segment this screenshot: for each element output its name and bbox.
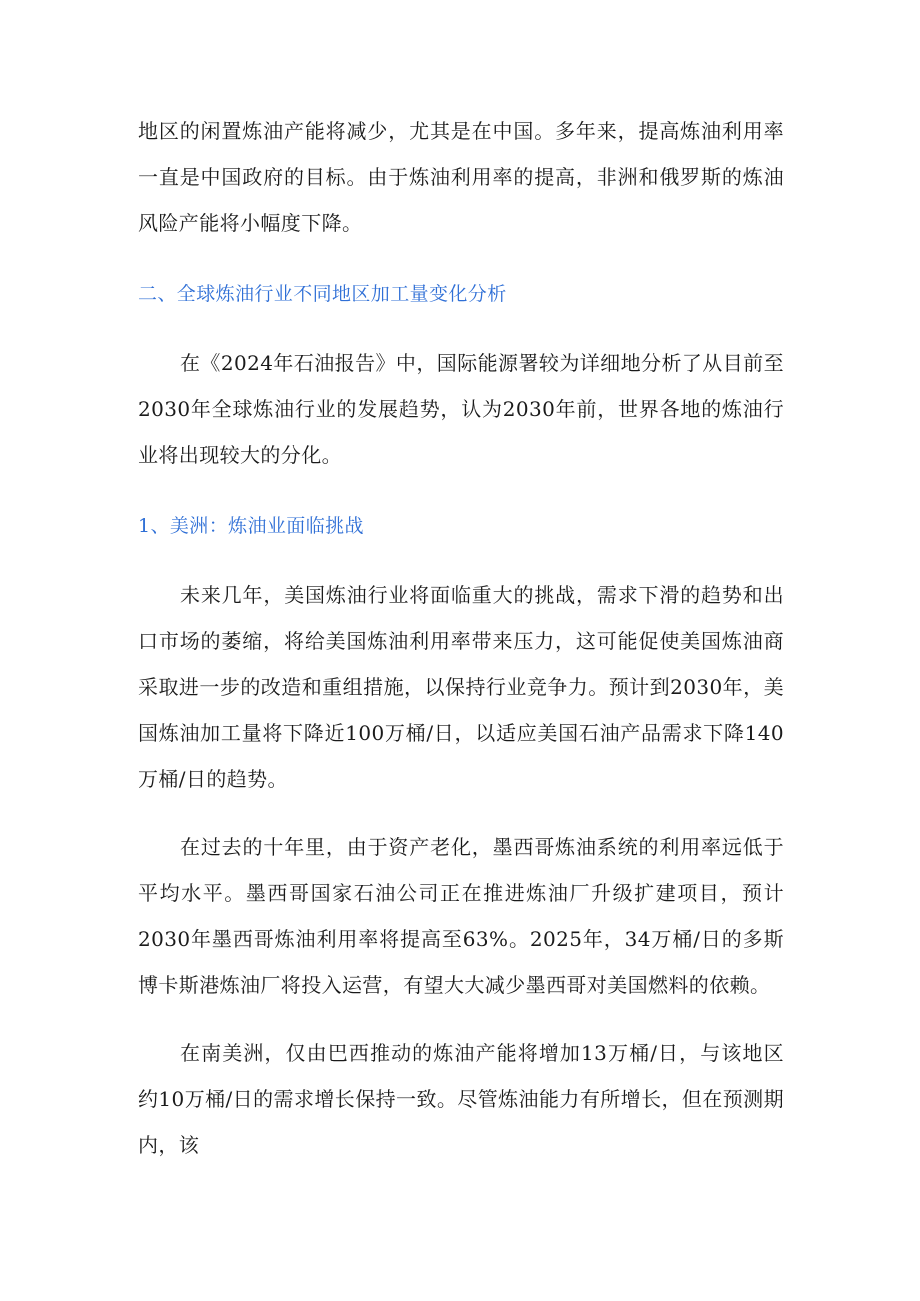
paragraph-south-america: 在南美洲，仅由巴西推动的炼油产能将增加13万桶/日，与该地区约10万桶/日的需求增长保持一致。尽管炼油能力有所增长，但在预测期内，该 (138, 1041, 784, 1157)
section-heading-regional-processing: 二、全球炼油行业不同地区加工量变化分析 (138, 283, 507, 305)
document-page (138, 108, 784, 1168)
paragraph-united-states: 未来几年，美国炼油行业将面临重大的挑战，需求下滑的趋势和出口市场的萎缩，将给美国炼油利用率带来压力，这可能促使美国炼油商采取进一步的改造和重组措施，以保持行业竞争力。预计到2030年，美国炼油加工量将下降近100万桶/日，以适应美国石油产品需求下降140万桶/日的趋势。 (138, 583, 784, 791)
paragraph-mexico: 在过去的十年里，由于资产老化，墨西哥炼油系统的利用率远低于平均水平。墨西哥国家石油公司正在推进炼油厂升级扩建项目，预计2030年墨西哥炼油利用率将提高至63%。2025年，34万桶/日的多斯博卡斯港炼油厂将投入运营，有望大大减少墨西哥对美国燃料的依赖。 (138, 835, 784, 997)
paragraph-iea-report: 在《2024年石油报告》中，国际能源署较为详细地分析了从目前至2030年全球炼油行业的发展趋势，认为2030年前，世界各地的炼油行业将出现较大的分化。 (138, 351, 784, 467)
paragraph-intro-continued: 地区的闲置炼油产能将减少，尤其是在中国。多年来，提高炼油利用率一直是中国政府的目标。由于炼油利用率的提高，非洲和俄罗斯的炼油风险产能将小幅度下降。 (138, 119, 784, 235)
subsection-heading-americas: 1、美洲：炼油业面临挑战 (138, 515, 364, 537)
